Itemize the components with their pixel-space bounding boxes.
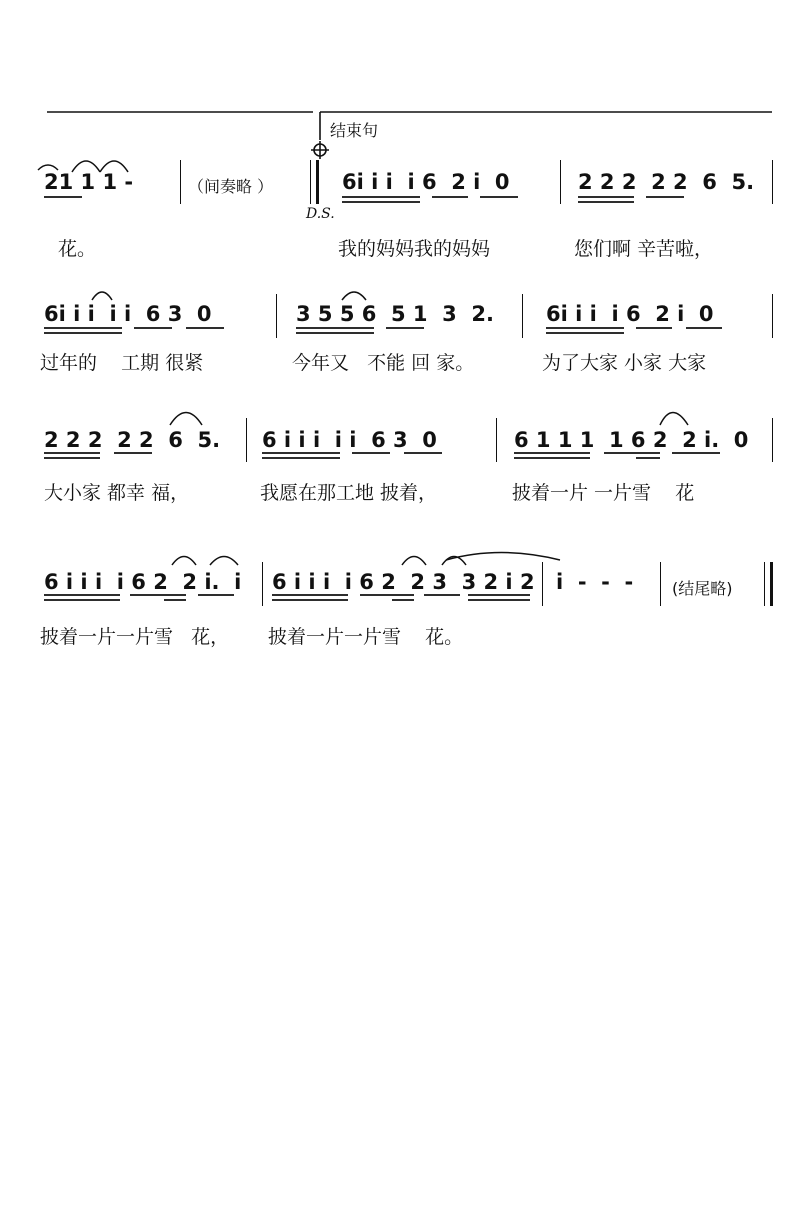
- barline: [764, 562, 765, 606]
- measure-r2-2: 3 5 5 6 5 1 3 2.: [296, 302, 494, 326]
- barline: [772, 418, 773, 462]
- lyric-r1-a: 花。: [58, 238, 97, 260]
- lyric-r3-a: 大小家 都幸 福，: [44, 482, 190, 504]
- barline: [246, 418, 247, 462]
- final-barline: [770, 562, 773, 606]
- measure-r4-3: i - - -: [556, 570, 634, 594]
- barline-thick: [316, 160, 319, 204]
- ending-note: (结尾略): [672, 579, 733, 598]
- lyric-r3-c: 披着一片 一片雪 花: [512, 482, 695, 504]
- measure-r4-2: 6 i i i i 6 2 2 3 3 2 i 2: [272, 570, 535, 594]
- barline: [660, 562, 661, 606]
- lyric-r1-c: 您们啊 辛苦啦，: [574, 238, 714, 260]
- barline: [772, 294, 773, 338]
- lyric-r2-b: 今年又 不能 回 家。: [292, 352, 475, 374]
- measure-r2-3: 6i i i i 6 2 i 0: [546, 302, 714, 326]
- measure-r3-3: 6 1 1 1 1 6 2 2 i. 0: [514, 428, 749, 452]
- measure-r3-2: 6 i i i i i 6 3 0: [262, 428, 437, 452]
- measure-r4-1: 6 i i i i 6 2 2 i. i: [44, 570, 242, 594]
- barline: [310, 160, 311, 204]
- barline: [262, 562, 263, 606]
- barline: [522, 294, 523, 338]
- lyric-r3-b: 我愿在那工地 披着，: [260, 482, 438, 504]
- lyric-r2-a: 过年的 工期 很紧: [40, 352, 204, 374]
- lyric-r4-b: 披着一片一片雪 花。: [268, 626, 464, 648]
- barline: [560, 160, 561, 204]
- barline: [180, 160, 181, 204]
- barline: [772, 160, 773, 204]
- ds-mark: D.S.: [306, 206, 335, 222]
- lyric-r2-c: 为了大家 小家 大家: [542, 352, 707, 374]
- measure-r1-2: 6i i i i 6 2 i 0: [342, 170, 510, 194]
- barline: [276, 294, 277, 338]
- ending-label: 结束句: [330, 121, 379, 140]
- barline: [542, 562, 543, 606]
- barline: [496, 418, 497, 462]
- measure-r1-3: 2 2 2 2 2 6 5.: [578, 170, 755, 194]
- lyric-r1-b: 我的妈妈我的妈妈: [338, 238, 491, 260]
- measure-r3-1: 2 2 2 2 2 6 5.: [44, 428, 221, 452]
- measure-r1-1: 21 1 1 -: [44, 170, 134, 194]
- lyric-r4-a: 披着一片一片雪 花，: [40, 626, 230, 648]
- measure-r2-1: 6i i i i i 6 3 0: [44, 302, 212, 326]
- interlude-note: （间奏略 ）: [188, 177, 274, 196]
